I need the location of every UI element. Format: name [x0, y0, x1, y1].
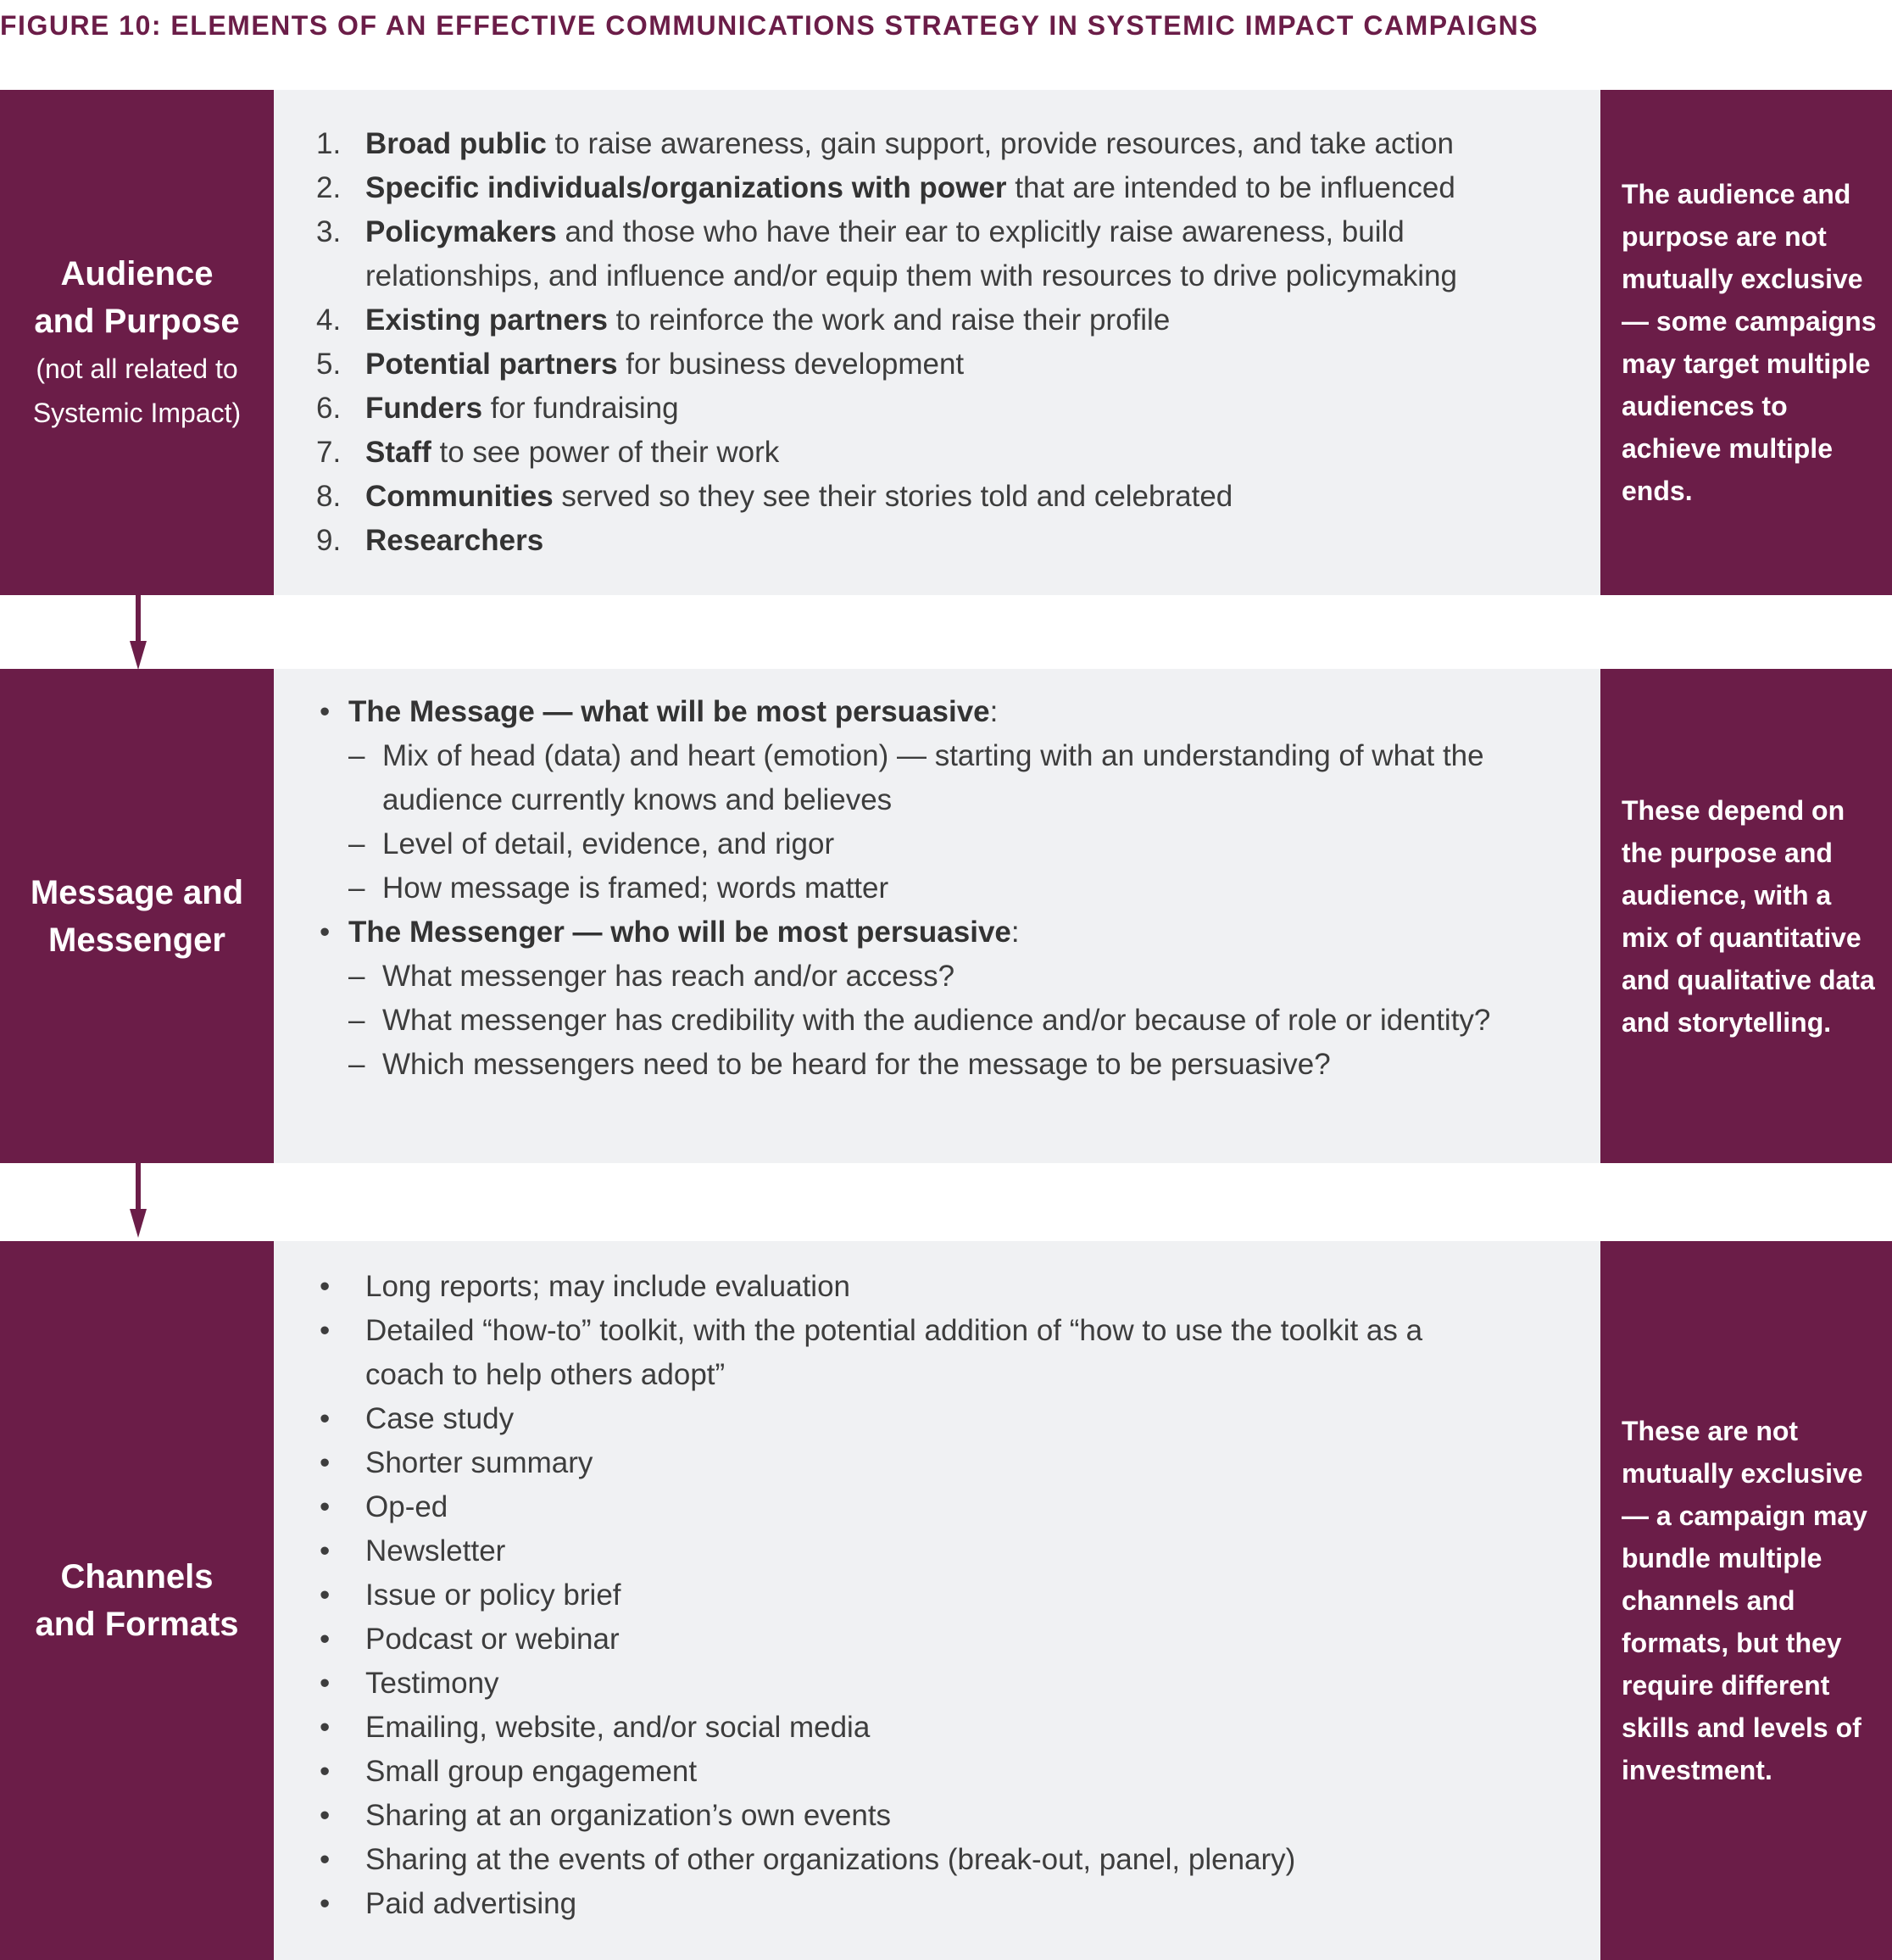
message-messenger-list-panel: [274, 669, 1600, 1163]
list-item: • Testimony: [320, 1667, 499, 1700]
down-arrow-icon: [130, 595, 147, 671]
list-item: • Detailed “how-to” toolkit, with the potential addition of “how to use the toolkit as a coach to help others adopt”: [320, 1314, 1423, 1391]
audience-purpose-sublabel-line1: (not all related to: [36, 354, 238, 384]
list-item: 6. Funders for fundraising: [316, 392, 679, 425]
list-item: • Op-ed: [320, 1490, 448, 1523]
list-item: • Podcast or webinar: [320, 1623, 620, 1656]
list-item: 5. Potential partners for business development: [316, 348, 965, 381]
list-item: 8. Communities served so they see their stories told and celebrated: [316, 480, 1233, 513]
list-item: – Mix of head (data) and heart (emotion) — starting with an understanding of what the audience currently knows and believes: [348, 739, 1484, 816]
audience-purpose-sublabel-line2: Systemic Impact): [32, 398, 242, 428]
list-item: 7. Staff to see power of their work: [316, 436, 780, 469]
list-item: – Which messengers need to be heard for the message to be persuasive?: [348, 1048, 1331, 1081]
channels-formats-label-line2: and Formats: [35, 1606, 239, 1643]
message-heading: The Message — what will be most persuasive: [348, 695, 990, 728]
list-item: – How message is framed; words matter: [348, 871, 889, 905]
message-messenger-label-box: [0, 669, 274, 1163]
channels-formats-label-box: [0, 1241, 274, 1960]
message-messenger-note: These depend on the purpose and audience, with a mix of quantitative and qualitative data and storytelling.: [1622, 794, 1875, 1038]
messenger-heading-row: • The Messenger — who will be most persuasive:: [320, 916, 1020, 949]
list-item: • Sharing at the events of other organizations (break-out, panel, plenary): [320, 1843, 1296, 1876]
list-item: – Level of detail, evidence, and rigor: [348, 827, 835, 860]
list-item: • Long reports; may include evaluation: [320, 1270, 851, 1303]
list-item: • Newsletter: [320, 1534, 506, 1567]
list-item: 1. Broad public to raise awareness, gain support, provide resources, and take action: [316, 127, 1454, 160]
list-item: • Small group engagement: [320, 1755, 698, 1788]
list-item: • Shorter summary: [320, 1446, 593, 1479]
channels-formats-list-panel: [274, 1241, 1600, 1960]
channels-formats-label-line1: Channels: [60, 1558, 214, 1595]
audience-purpose-note: The audience and purpose are not mutually exclusive — some campaigns may target multiple audiences to achieve multiple ends.: [1622, 179, 1877, 506]
audience-purpose-label-line1: Audience: [60, 255, 214, 292]
list-item: • Paid advertising: [320, 1887, 577, 1920]
list-item: • Emailing, website, and/or social media: [320, 1711, 871, 1744]
list-item: 3. Policymakers and those who have their ear to explicitly raise awareness, build relationships, and influence and/or equip them with resources to drive policymaking: [316, 215, 1457, 292]
message-messenger-label-line1: Message and: [30, 873, 244, 911]
down-arrow-icon: [130, 1163, 147, 1239]
channels-formats-note-box: [1600, 1241, 1892, 1960]
list-item: • Issue or policy brief: [320, 1579, 621, 1612]
message-heading-row: • The Message — what will be most persuasive:: [320, 695, 999, 728]
audience-purpose-label-box: [0, 90, 274, 595]
list-item: • Sharing at an organization’s own events: [320, 1799, 892, 1832]
list-item: – What messenger has credibility with the audience and/or because of role or identity?: [348, 1004, 1491, 1037]
message-messenger-label-line2: Messenger: [48, 921, 225, 959]
messenger-heading: The Messenger — who will be most persuasive: [348, 916, 1011, 949]
audience-purpose-list: [274, 90, 1600, 595]
audience-purpose-note-box: [1600, 90, 1892, 595]
channels-formats-note: These are not mutually exclusive — a campaign may bundle multiple channels and formats, but they require different skills and levels of investment.: [1622, 1416, 1867, 1785]
list-item: 4. Existing partners to reinforce the work and raise their profile: [316, 303, 1171, 337]
message-messenger-note-box: [1600, 669, 1892, 1163]
list-item: 9. Researchers: [316, 524, 544, 557]
audience-purpose-label-line2: and Purpose: [34, 303, 240, 340]
list-item: • Case study: [320, 1402, 515, 1435]
figure-title: FIGURE 10: ELEMENTS OF AN EFFECTIVE COMMUNICATIONS STRATEGY IN SYSTEMIC IMPACT CAMPAIGNS: [0, 10, 1539, 41]
list-item: – What messenger has reach and/or access?: [348, 960, 955, 993]
list-item: 2. Specific individuals/organizations with power that are intended to be influenced: [316, 171, 1455, 204]
